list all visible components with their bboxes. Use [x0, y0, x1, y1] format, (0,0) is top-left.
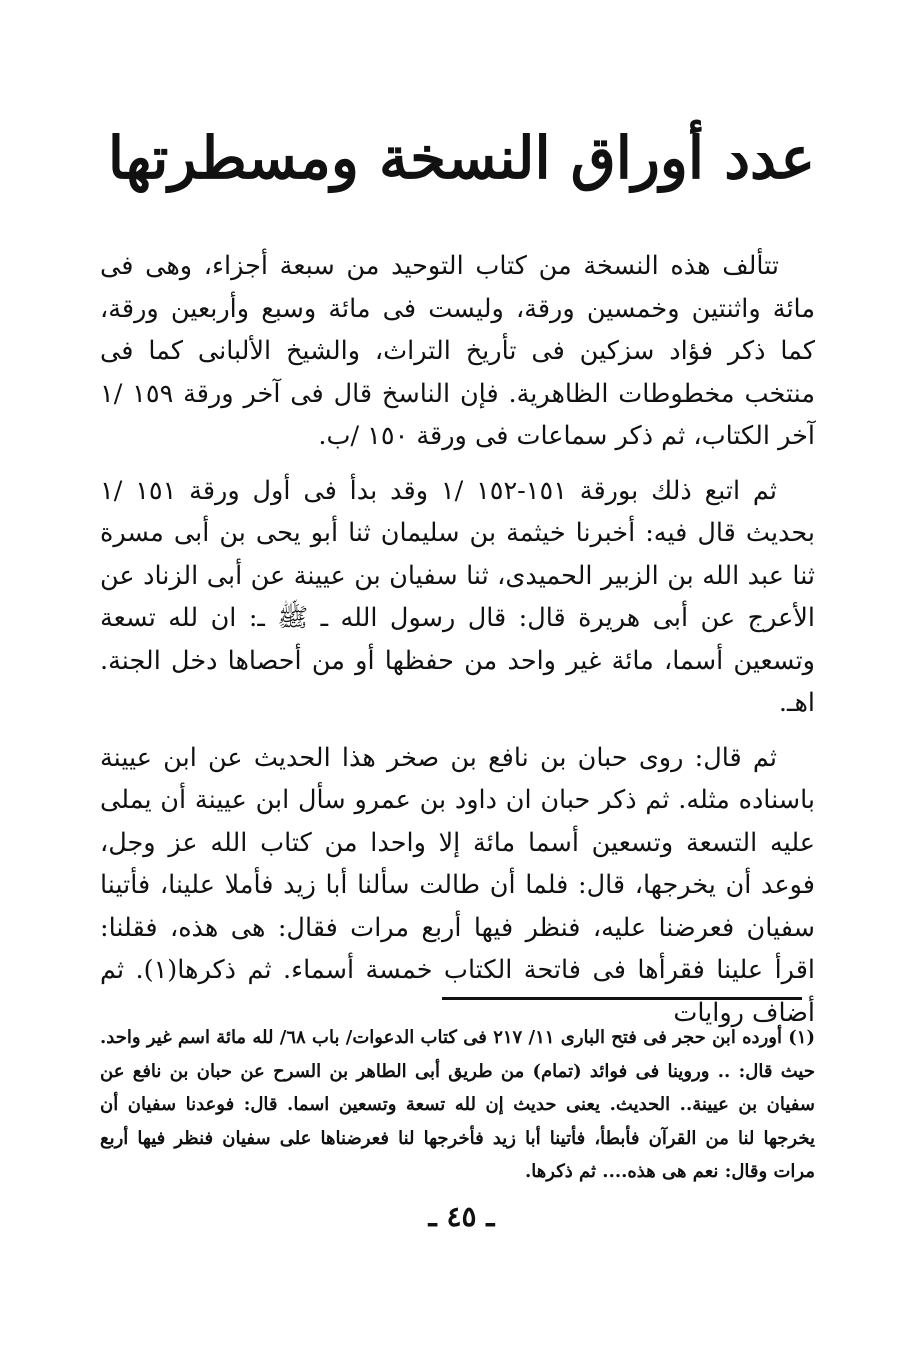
paragraph-3: ثم قال: روى حبان بن نافع بن صخر هذا الحديث عن ابن عيينة باسناده مثله. ثم ذكر حبان ان داود بن عمرو سأل ابن عيينة أن يملى عليه التسعة وتسعين أسما مائة إلا واحدا من كتاب الله عز وجل، فوعد أن يخرجها، قال: فلما أن طالت سألنا أبا زيد فأملا علينا، فأتينا سفيان فعرضنا عليه، فنظر فيها أربع مرات فقال: هى هذه، فقلنا: اقرأ علينا فقرأها فى فاتحة الكتاب خمسة أسماء. ثم ذكرها(١). ثم أضاف روايات [100, 742, 815, 1028]
footnote-text: (١) أورده ابن حجر فى فتح البارى ١١/ ٢١٧ فى كتاب الدعوات/ باب ٦٨/ لله مائة اسم غير واحد. حيث قال: .. وروينا فى فوائد (تمام) من طريق أبى الطاهر بن السرح عن حبان بن نافع عن سفيان بن عيينة.. الحديث. يعنى حديث إن لله تسعة وتسعين اسما. قال: فوعدنا سفيان أن يخرجها لنا من القرآن فأبطأ، فأتينا أبا زيد فأخرجها لنا فعرضناها على سفيان فنظر فيها أربع مرات وقال: نعم هى هذه.... ثم ذكرها. [100, 1027, 815, 1182]
footnote-separator [442, 997, 802, 1000]
main-text [100, 245, 815, 1046]
paragraph-2: ثم اتبع ذلك بورقة ١٥١-١٥٢ /١ وقد بدأ فى أول ورقة ١٥١ /١ بحديث قال فيه: أخبرنا خيثمة بن سليمان ثنا أبو يحى بن أبى مسرة ثنا عبد الله بن الزبير الحميدى، ثنا سفيان بن عيينة عن أبى الزناد عن الأعرج عن أبى هريرة قال: قال رسول الله ـ ﷺ ـ: ان لله تسعة وتسعين أسما، مائة غير واحد من حفظها أو من أحصاها دخل الجنة. اهـ. [100, 475, 815, 718]
chapter-title: عدد أوراق النسخة ومسطرتها [107, 124, 816, 192]
paragraph-1: تتألف هذه النسخة من كتاب التوحيد من سبعة أجزاء، وهى فى مائة واثنتين وخمسين ورقة، وليست فى مائة وسبع وأربعين ورقة، كما ذكر فؤاد سزكين فى تأريخ التراث، والشيخ الألبانى كما فى منتخب مخطوطات الظاهرية. فإن الناسخ قال فى آخر ورقة ١٥٩ /١ آخر الكتاب، ثم ذكر سماعات فى ورقة ١٥٠ /ب. [100, 251, 815, 451]
page-number: ـ ٤٥ ـ [428, 1200, 495, 1233]
footnote [100, 1021, 815, 1189]
